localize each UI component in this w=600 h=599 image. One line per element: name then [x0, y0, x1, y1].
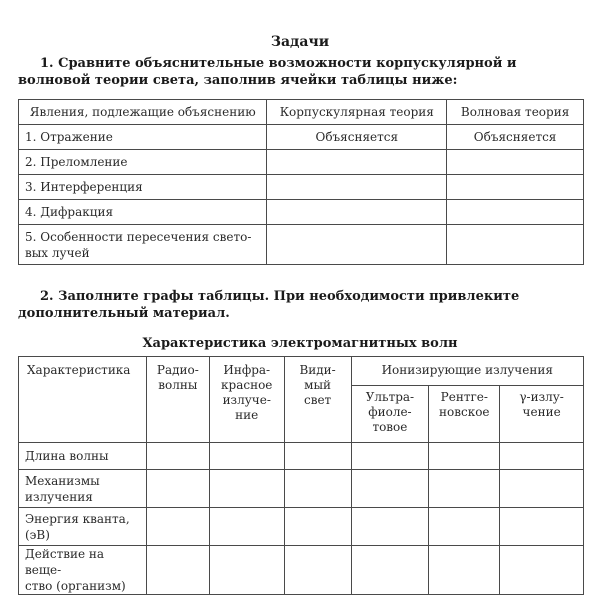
answer-cell[interactable]	[209, 470, 284, 508]
answer-cell[interactable]	[351, 470, 429, 508]
header-line: свет	[303, 393, 332, 407]
header-line: γ-излу-	[519, 390, 564, 404]
answer-cell[interactable]	[284, 546, 351, 595]
answer-cell[interactable]	[429, 508, 500, 546]
wave-cell[interactable]	[447, 200, 584, 225]
header-uv	[351, 386, 429, 443]
cell-line: Энергия кванта,	[25, 511, 130, 526]
cell-line: (эВ)	[25, 527, 50, 542]
answer-cell[interactable]	[284, 443, 351, 470]
table-row	[19, 175, 584, 200]
answer-cell[interactable]	[284, 508, 351, 546]
header-line: излуче-	[222, 393, 271, 407]
phenomenon-line: 5. Особенности пересечения свето-	[25, 229, 252, 244]
answer-cell[interactable]	[146, 443, 209, 470]
cell-line: Действие на веще-	[25, 547, 105, 577]
header-line: Рентге-	[440, 390, 488, 404]
phenomenon-cell	[19, 225, 267, 265]
header-line: чение	[522, 405, 561, 419]
answer-cell[interactable]	[429, 470, 500, 508]
header-radio	[146, 357, 209, 443]
wave-cell[interactable]	[447, 175, 584, 200]
corpuscular-cell[interactable]	[267, 200, 447, 225]
answer-cell[interactable]	[209, 508, 284, 546]
table-header-row	[19, 100, 584, 125]
answer-cell[interactable]	[284, 470, 351, 508]
answer-cell[interactable]	[209, 546, 284, 595]
table-row	[19, 470, 584, 508]
wave-cell[interactable]	[447, 225, 584, 265]
table-row	[19, 150, 584, 175]
phenomenon-cell: 2. Преломление	[19, 150, 267, 175]
corpuscular-cell: Объясняется	[267, 125, 447, 150]
em-waves-table	[18, 356, 584, 595]
header-corpuscular: Корпускулярная теория	[267, 100, 447, 125]
phenomenon-cell: 4. Дифракция	[19, 200, 267, 225]
answer-cell[interactable]	[351, 443, 429, 470]
header-line: Радио-	[156, 363, 199, 377]
characteristic-cell	[19, 546, 147, 595]
cell-line: ство (организм)	[25, 579, 126, 593]
characteristic-cell	[19, 508, 147, 546]
answer-cell[interactable]	[500, 443, 584, 470]
header-line: волны	[158, 378, 198, 392]
corpuscular-cell[interactable]	[267, 225, 447, 265]
answer-cell[interactable]	[429, 546, 500, 595]
header-line: товое	[372, 420, 408, 434]
answer-cell[interactable]	[209, 443, 284, 470]
header-infrared	[209, 357, 284, 443]
wave-cell: Объясняется	[447, 125, 584, 150]
answer-cell[interactable]	[146, 508, 209, 546]
header-line: новское	[439, 405, 490, 419]
table-header-row	[19, 357, 584, 386]
table-row	[19, 546, 584, 595]
answer-cell[interactable]	[500, 470, 584, 508]
header-line: ние	[235, 408, 259, 422]
cell-line: излучения	[25, 489, 93, 504]
header-xray	[429, 386, 500, 443]
characteristic-cell	[19, 470, 147, 508]
answer-cell[interactable]	[351, 546, 429, 595]
corpuscular-cell[interactable]	[267, 150, 447, 175]
header-wave: Волновая теория	[447, 100, 584, 125]
table-row	[19, 225, 584, 265]
header-line: Ультра-	[365, 390, 415, 404]
header-line: Види-	[299, 363, 336, 377]
task1-text: 1. Сравните объяснительные возможности корпускулярной и волновой теории света, заполнив ячейки таблицы ниже:	[18, 56, 517, 88]
header-gamma	[500, 386, 584, 443]
table-row	[19, 508, 584, 546]
header-visible	[284, 357, 351, 443]
answer-cell[interactable]	[500, 508, 584, 546]
phenomenon-cell: 3. Интерференция	[19, 175, 267, 200]
table-row	[19, 443, 584, 470]
phenomenon-line: вых лучей	[25, 245, 90, 260]
answer-cell[interactable]	[429, 443, 500, 470]
theories-comparison-table	[18, 99, 584, 265]
section-heading: Задачи	[270, 34, 330, 50]
cell-line: Механизмы	[25, 473, 100, 488]
phenomenon-cell: 1. Отражение	[19, 125, 267, 150]
header-characteristic: Характеристика	[19, 357, 147, 443]
header-phenomena: Явления, подлежащие объяснению	[19, 100, 267, 125]
answer-cell[interactable]	[146, 470, 209, 508]
header-line: Инфра-	[223, 363, 271, 377]
corpuscular-cell[interactable]	[267, 175, 447, 200]
answer-cell[interactable]	[351, 508, 429, 546]
table-row	[19, 125, 584, 150]
table-row	[19, 200, 584, 225]
answer-cell[interactable]	[500, 546, 584, 595]
table-caption: Характеристика электромагнитных волн	[142, 336, 458, 351]
task2-text: 2. Заполните графы таблицы. При необходимости привлеките дополнительный материал.	[18, 289, 520, 321]
header-ionizing: Ионизирующие излучения	[351, 357, 584, 386]
characteristic-cell: Длина волны	[19, 443, 147, 470]
header-line: красное	[221, 378, 273, 392]
header-line: фиоле-	[368, 405, 412, 419]
answer-cell[interactable]	[146, 546, 209, 595]
header-line: мый	[304, 378, 332, 392]
wave-cell[interactable]	[447, 150, 584, 175]
